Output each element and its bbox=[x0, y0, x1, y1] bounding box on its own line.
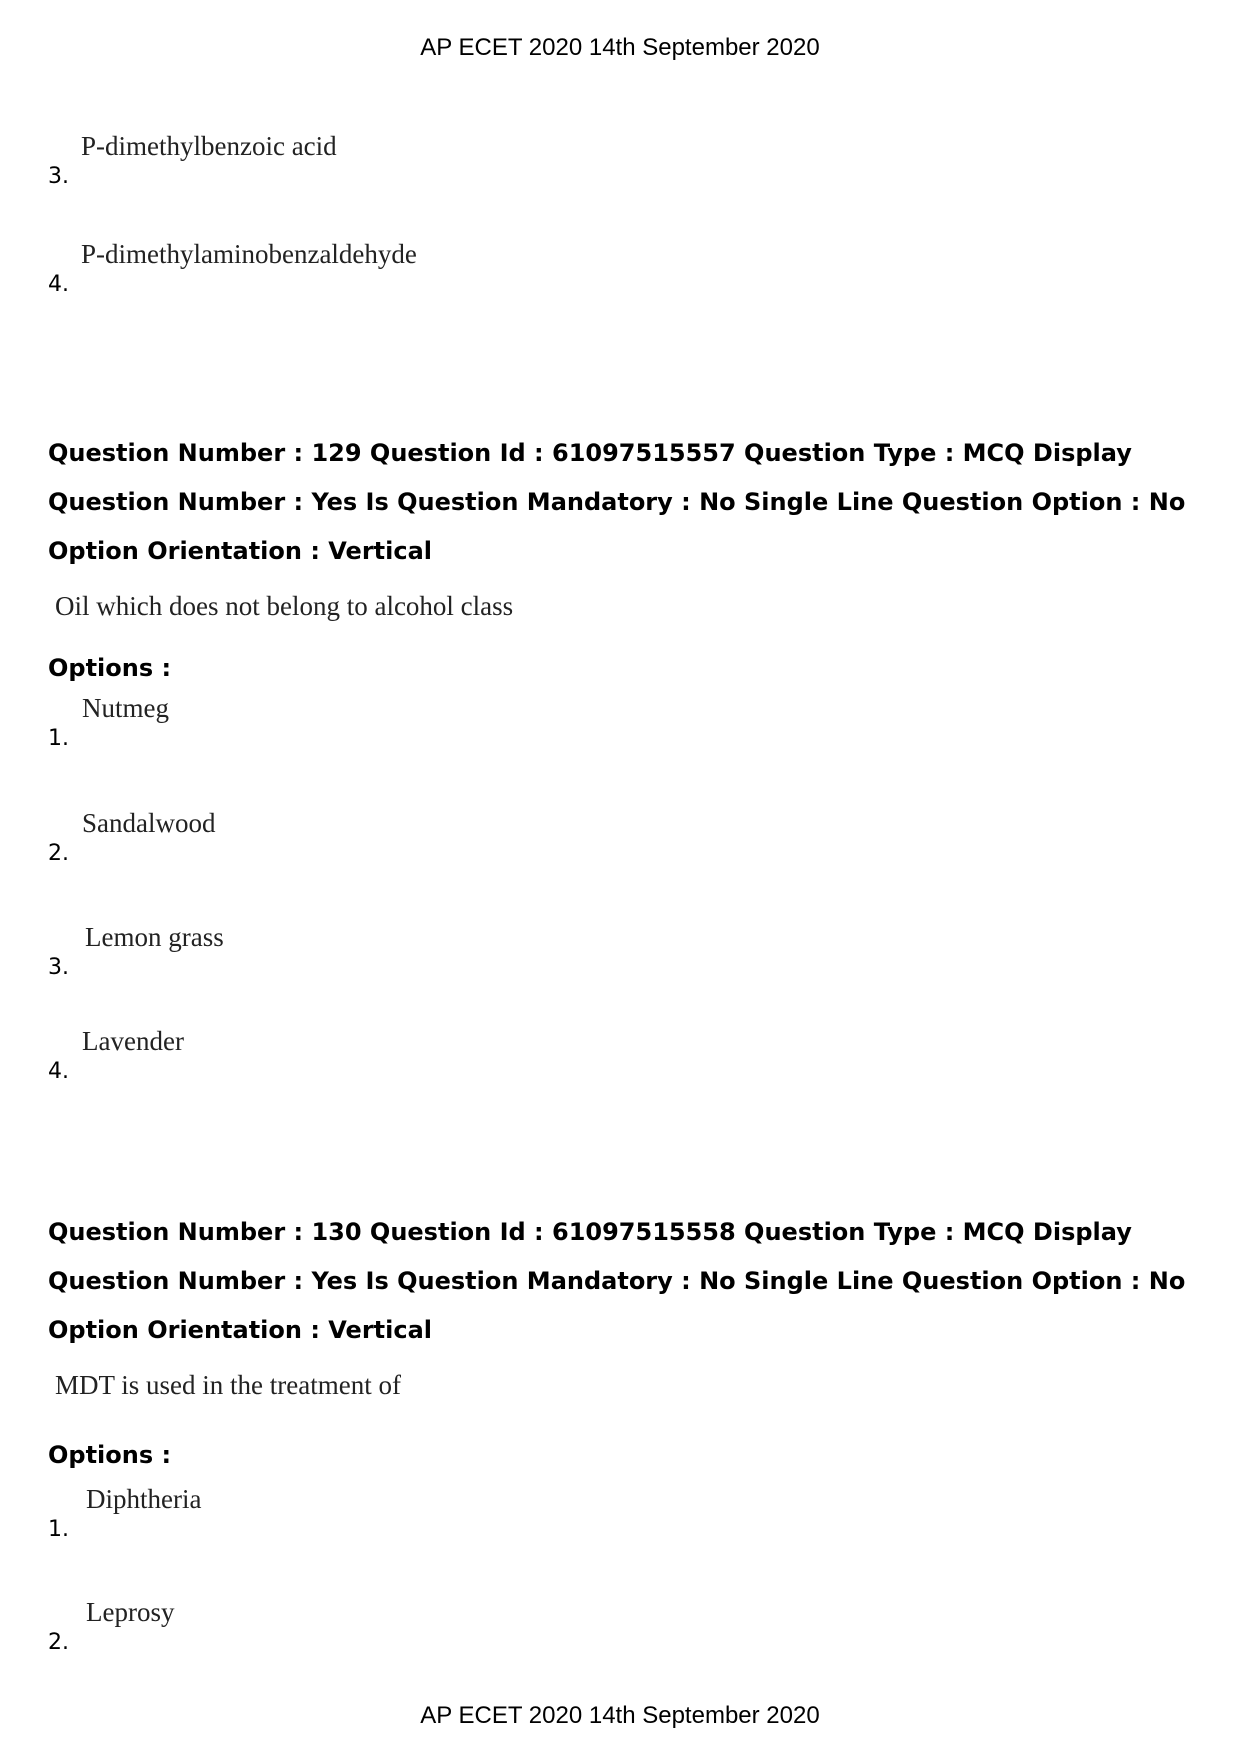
option-number: 2. bbox=[48, 841, 69, 866]
question-meta: Question Number : 129 Question Id : 61097515557 Question Type : MCQ Display Question Number : Yes Is Question Mandatory : No Single Line Question Option : No Option Orientation : Vertical bbox=[48, 439, 1186, 565]
page-footer: AP ECET 2020 14th September 2020 bbox=[420, 1702, 820, 1729]
question-text: MDT is used in the treatment of bbox=[55, 1370, 401, 1400]
option-number: 3. bbox=[48, 164, 69, 189]
option-number: 4. bbox=[48, 272, 69, 297]
option-number: 1. bbox=[48, 1517, 69, 1542]
option-text: P-dimethylaminobenzaldehyde bbox=[81, 239, 417, 269]
page-header: AP ECET 2020 14th September 2020 bbox=[420, 34, 820, 61]
option-text: Lavender bbox=[82, 1026, 184, 1056]
option-number: 3. bbox=[48, 955, 69, 980]
option-number: 1. bbox=[48, 726, 69, 751]
option-text: Diphtheria bbox=[86, 1484, 202, 1514]
option-text: Sandalwood bbox=[82, 808, 216, 838]
option-text: P-dimethylbenzoic acid bbox=[81, 131, 337, 161]
question-meta: Question Number : 130 Question Id : 61097515558 Question Type : MCQ Display Question Number : Yes Is Question Mandatory : No Single Line Question Option : No Option Orientation : Vertical bbox=[48, 1218, 1186, 1344]
options-label: Options : bbox=[48, 1441, 172, 1469]
option-text: Leprosy bbox=[86, 1597, 175, 1627]
question-text: Oil which does not belong to alcohol class bbox=[55, 591, 514, 621]
option-number: 2. bbox=[48, 1630, 69, 1655]
option-number: 4. bbox=[48, 1059, 69, 1084]
option-text: Lemon grass bbox=[85, 922, 224, 952]
option-text: Nutmeg bbox=[82, 693, 169, 723]
options-label: Options : bbox=[48, 654, 172, 682]
